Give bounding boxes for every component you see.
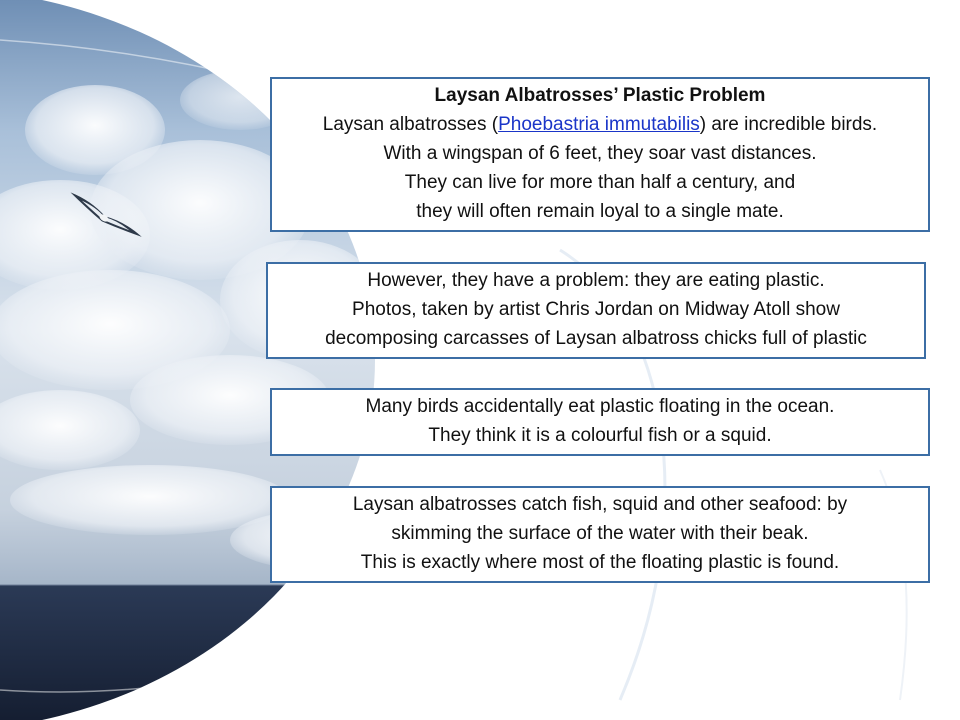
intro-line: With a wingspan of 6 feet, they soar vast distances. [383, 143, 817, 164]
problem-text-box [266, 262, 926, 359]
scientific-name-link[interactable]: Phoebastria immutabilis [498, 114, 700, 135]
cause-text-box [270, 388, 930, 456]
species-line [278, 110, 922, 139]
cause-line: They think it is a colourful fish or a squid. [428, 425, 772, 446]
feeding-line: skimming the surface of the water with their beak. [391, 523, 809, 544]
feeding-line: Laysan albatrosses catch fish, squid and other seafood: by [352, 494, 848, 515]
intro-line: they will often remain loyal to a single mate. [416, 201, 784, 222]
problem-line: decomposing carcasses of Laysan albatross chicks full of plastic [325, 328, 867, 349]
intro-line: They can live for more than half a century, and [404, 172, 796, 193]
problem-line: Photos, taken by artist Chris Jordan on Midway Atoll show [352, 299, 840, 320]
feeding-text-box [270, 486, 930, 583]
problem-line: However, they have a problem: they are eating plastic. [367, 270, 825, 291]
feeding-line: This is exactly where most of the floating plastic is found. [360, 552, 840, 573]
species-line-suffix: ) are incredible birds. [699, 114, 878, 135]
species-line-prefix: Laysan albatrosses ( [322, 114, 499, 135]
intro-text-box [270, 77, 930, 232]
slide-title: Laysan Albatrosses’ Plastic Problem [434, 85, 766, 106]
cause-line: Many birds accidentally eat plastic floating in the ocean. [365, 396, 835, 417]
